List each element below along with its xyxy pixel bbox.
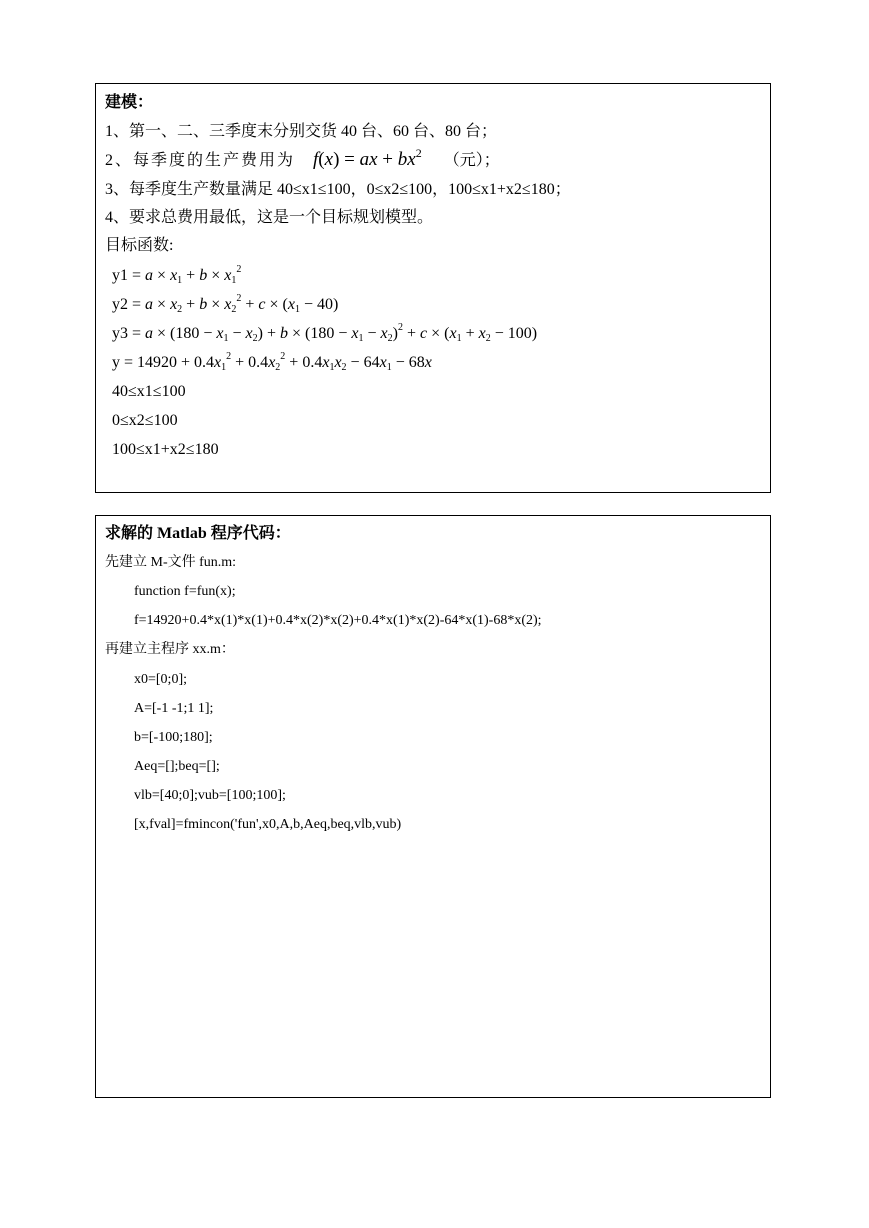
code-line: b=[-100;180]; bbox=[134, 730, 213, 745]
modeling-item-1: 1、第一、二、三季度末分别交货 40 台、60 台、80 台； bbox=[105, 123, 498, 140]
code-line: [x,fval]=fmincon('fun',x0,A,b,Aeq,beq,vlb,vub) bbox=[134, 817, 402, 832]
step2-text: 再建立主程序 xx.m： bbox=[105, 642, 235, 657]
constraint-3: 100≤x1+x2≤180 bbox=[112, 441, 219, 458]
modeling-item-3: 3、每季度生产数量满足 40≤x1≤100，0≤x2≤100，100≤x1+x2≤180； bbox=[105, 181, 571, 198]
code-line: A=[-1 -1;1 1]; bbox=[134, 701, 214, 716]
constraint-1: 40≤x1≤100 bbox=[112, 383, 186, 400]
modeling-item-2-row bbox=[105, 146, 500, 176]
modeling-box bbox=[95, 83, 771, 493]
modeling-item-4: 4、要求总费用最低，这是一个目标规划模型。 bbox=[105, 209, 434, 226]
code-line: Aeq=[];beq=[]; bbox=[134, 759, 220, 774]
cost-unit: （元）； bbox=[443, 152, 500, 169]
formula-y2: $y2 = a \times x_2 + b \times x_2^2 + c \times (x_1 - 40)$ bbox=[112, 293, 339, 315]
modeling-item-2: 2、每季度的生产费用为 bbox=[105, 152, 296, 169]
constraint-2: 0≤x2≤100 bbox=[112, 412, 178, 429]
code-line: f=14920+0.4*x(1)*x(1)+0.4*x(2)*x(2)+0.4*x(1)*x(2)-64*x(1)-68*x(2); bbox=[134, 613, 542, 628]
matlab-code-box bbox=[95, 515, 771, 1098]
step1-text: 先建立 M-文件 fun.m: bbox=[105, 555, 237, 570]
formula-y3: $y3 = a \times (180 - x_1 - x_2) + b \times (180 - x_1 - x_2)^2 + c \times (x_1 + x_2 - 100)$ bbox=[112, 322, 538, 344]
code-heading: 求解的 Matlab 程序代码： bbox=[105, 525, 291, 542]
code-line: vlb=[40;0];vub=[100;100]; bbox=[134, 788, 286, 803]
formula-y1: $y1 = a \times x_1 + b \times x_1^2$ bbox=[112, 264, 242, 286]
objective-label: 目标函数: bbox=[105, 237, 174, 254]
code-line: function f=fun(x); bbox=[134, 584, 236, 599]
formula-y-total: $y = 14920 + 0.4x_1^2 + 0.4x_2^2 + 0.4x_1x_2 - 64x_1 - 68x$ bbox=[112, 351, 432, 373]
modeling-heading: 建模： bbox=[105, 94, 154, 111]
code-line: x0=[0;0]; bbox=[134, 672, 187, 687]
cost-function-formula: f(x) = ax + $bx^2$ bbox=[313, 146, 422, 170]
